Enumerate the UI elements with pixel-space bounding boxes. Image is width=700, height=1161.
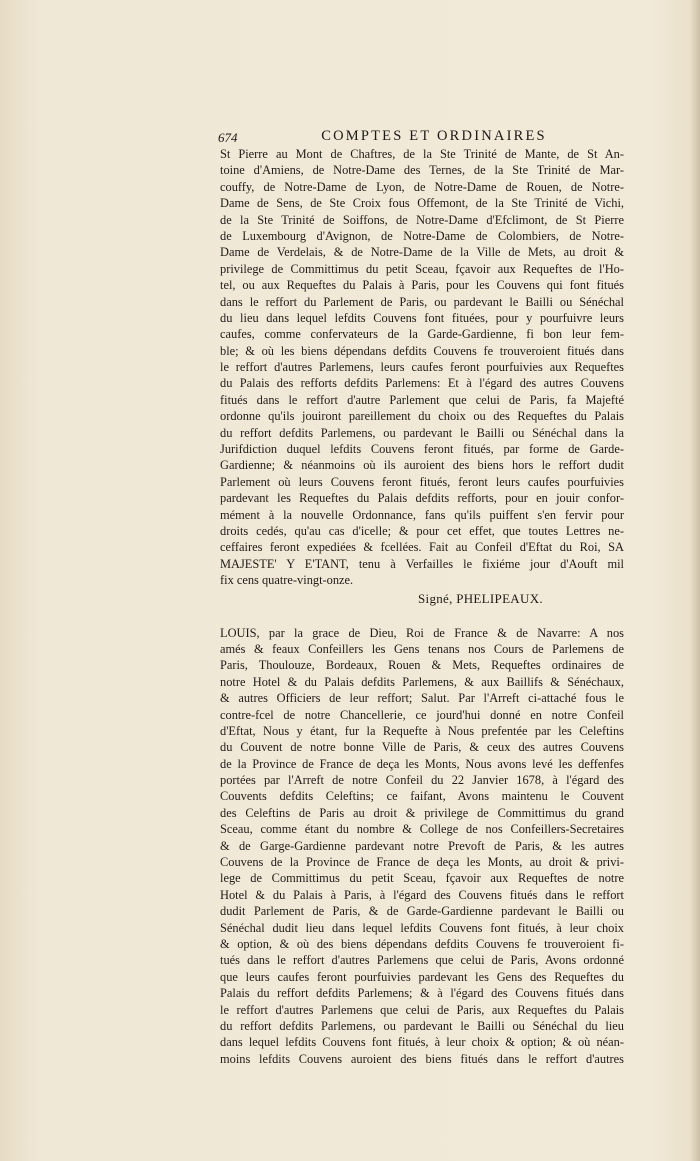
text-line: de Luxembourg d'Avignon, de Notre-Dame de Colombiers, de Notre- (220, 228, 624, 243)
text-line: le reffort d'autres Parlemens, leurs caufes feront pourfuivies aux Requeftes (220, 360, 624, 375)
text-line: de la Province de France de deça les Monts, Nous avons levé les deffenfes (220, 756, 624, 771)
text-line: & option, & où des biens dépendans defdits Couvens fe trouveroient fi- (220, 936, 624, 951)
paragraph-gap (220, 609, 624, 625)
text-line: du lieu dans lequel lefdits Couvens font fituées, pour y pourfuivre leurs (220, 310, 624, 325)
text-line: couffy, de Notre-Dame de Lyon, de Notre-Dame de Rouen, de Notre- (220, 179, 624, 194)
text-line: du Couvent de notre bonne Ville de Paris, & ceux des autres Couvens (220, 740, 624, 755)
text-line: tués dans le reffort d'autres Parlemens que celui de Paris, Avons ordonné (220, 953, 624, 968)
text-line: caufes, comme confervateurs de la Garde-Gardienne, fi bon leur fem- (220, 327, 624, 342)
text-column (220, 146, 624, 1067)
text-line: Parlement où leurs Couvens feront fitués, feront leurs caufes pourfuivies (220, 474, 624, 489)
signature: Signé, PHELIPEAUX. (418, 590, 543, 606)
text-line: dans le reffort du Parlement de Paris, ou pardevant le Bailli ou Sénéchal (220, 294, 624, 309)
text-line: & autres Officiers de leur reffort; Salut. Par l'Arreft ci-attaché fous le (220, 691, 624, 706)
text-line: moins lefdits Couvens auroient des biens fitués dans le reffort d'autres (220, 1051, 624, 1066)
text-line: ceffaires feront expediées & fcellées. Fait au Confeil d'Eftat du Roi, SA (220, 540, 624, 555)
text-line: Jurifdiction duquel lefdits Couvens feront fitués, par forme de Garde- (220, 442, 624, 457)
arret-paragraph (220, 146, 624, 589)
text-line: contre-fcel de notre Chancellerie, ce jourd'hui donné en notre Confeil (220, 707, 624, 722)
text-line: Dame de Sens, de Ste Croix fous Offemont, de la Ste Trinité de Vichi, (220, 196, 624, 211)
text-line: des Celeftins de Paris au droit & privilege de Committimus du grand (220, 805, 624, 820)
text-line: & de Garge-Gardienne pardevant notre Prevoft de Paris, & les autres (220, 838, 624, 853)
text-line: Couvens de la Province de France de deça les Monts, au droit & privi- (220, 855, 624, 870)
running-title: COMPTES ET ORDINAIRES (321, 128, 547, 144)
page-number: 674 (218, 130, 238, 145)
text-line: ordonne qu'ils jouiront pareillement du choix ou des Requeftes du Palais (220, 409, 624, 424)
text-line: Gardienne; & néanmoins où ils auroient des biens hors le reffort dudit (220, 458, 624, 473)
text-line: tel, ou aux Requeftes du Palais à Paris, pour les Couvens qui font fitués (220, 278, 624, 293)
text-line: dans lequel lefdits Couvens font fitués, à leur choix & option; & où néan- (220, 1035, 624, 1050)
text-line: pardevant les Requeftes du Palais defdits refforts, pour en jouir confor- (220, 491, 624, 506)
text-line: du reffort defdits Parlemens, ou pardevant le Bailli ou Sénéchal dans la (220, 425, 624, 440)
text-line: Couvents defdits Celeftins; ce faifant, Avons maintenu le Couvent (220, 789, 624, 804)
text-line: fix cens quatre-vingt-onze. (220, 573, 354, 588)
text-line: fitués dans le reffort d'autre Parlement que celui de Paris, fa Majefté (220, 392, 624, 407)
text-line: LOUIS, par la grace de Dieu, Roi de France & de Navarre: A nos (220, 625, 624, 640)
text-line: du reffort defdits Parlemens, ou pardevant le Bailli ou Sénéchal du lieu (220, 1018, 624, 1033)
text-line: Hotel & du Palais à Paris, à l'égard des Couvens fitués dans le reffort (220, 887, 624, 902)
text-line: MAJESTE' Y E'TANT, tenu à Verfailles le fixiéme jour d'Aouft mil (220, 556, 624, 571)
text-line: Paris, Thoulouze, Bordeaux, Rouen & Mets, Requeftes ordinaires de (220, 658, 624, 673)
text-line: privilege de Committimus du petit Sceau, fçavoir aux Requeftes de l'Ho- (220, 261, 624, 276)
text-line: de la Ste Trinité de Soiffons, de Notre-Dame d'Efclimont, de St Pierre (220, 212, 624, 227)
lettres-paragraph (220, 625, 624, 1068)
text-line: amés & feaux Confeillers les Gens tenans nos Cours de Parlemens de (220, 641, 624, 656)
text-line: notre Hotel & du Palais defdits Parlemens, & aux Baillifs & Sénéchaux, (220, 674, 624, 689)
text-line: St Pierre au Mont de Chaftres, de la Ste Trinité de Mante, de St An- (220, 147, 624, 161)
text-line: lege de Committimus du petit Sceau, fçavoir aux Requeftes de notre (220, 871, 624, 886)
text-line: du Palais des refforts defdits Parlemens: Et à l'égard des autres Couvens (220, 376, 624, 391)
text-line: que leurs caufes feront pourfuivies pardevant les Gens des Requeftes du (220, 969, 624, 984)
text-line: portées par l'Arreft de notre Confeil du 22 Janvier 1678, à l'égard des (220, 773, 624, 788)
text-line: mément à la nouvelle Ordonnance, fans qu'ils puiffent s'en fervir pour (220, 507, 624, 522)
text-line: Dame de Verdelais, & de Notre-Dame de la Ville de Mets, au droit & (220, 245, 624, 260)
page-header (218, 128, 626, 146)
text-line: Sceau, comme étant du nombre & College de nos Confeillers-Secretaires (220, 822, 624, 837)
text-line: dudit Parlement de Paris, & de Garde-Gardienne pardevant le Bailli ou (220, 904, 624, 919)
text-line: Sénéchal dudit lieu dans lequel lefdits Couvens font fitués, à leur choix (220, 920, 624, 935)
text-line: Palais du reffort defdits Parlemens; & à l'égard des Couvens fitués dans (220, 986, 624, 1001)
text-line: toine d'Amiens, de Notre-Dame des Ternes, de la Ste Trinité de Mar- (220, 163, 624, 178)
text-line: ble; & où les biens dépendans defdits Couvens fe trouveroient fitués dans (220, 343, 624, 358)
text-line: le reffort d'autres Parlemens que celui de Paris, aux Requeftes du Palais (220, 1002, 624, 1017)
text-line: d'Eftat, Nous y étant, fur la Requefte à Nous prefentée par les Celeftins (220, 723, 624, 738)
text-line: droits cedés, qu'au cas d'icelle; & pour cet effet, que toutes Lettres ne- (220, 523, 624, 538)
